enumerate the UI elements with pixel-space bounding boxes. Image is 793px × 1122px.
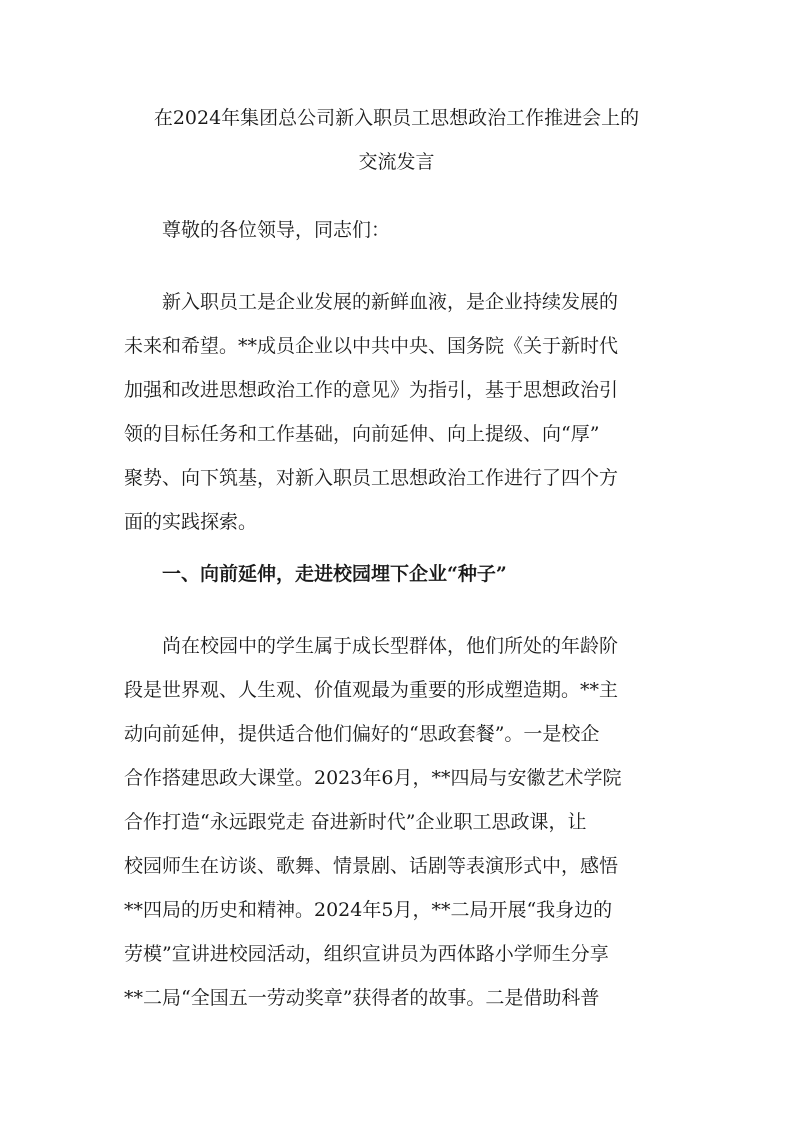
paragraph-line: 面的实践探索。 — [124, 511, 258, 533]
section1-paragraph — [124, 624, 679, 1020]
document-title — [100, 96, 693, 184]
section-heading: 一、向前延伸，走进校园埋下企业“种子” — [162, 563, 507, 585]
paragraph-line: 未来和希望。**成员企业以中共中央、国务院《关于新时代 — [124, 335, 619, 357]
salutation: 尊敬的各位领导，同志们： — [162, 219, 391, 241]
paragraph-line: 劳模”宣讲进校园活动，组织宣讲员为西体路小学师生分享 — [124, 943, 609, 965]
paragraph-line: **四局的历史和精神。2024年5月，**二局开展“我身边的 — [124, 899, 613, 921]
paragraph-line: 聚势、向下筑基，对新入职员工思想政治工作进行了四个方 — [124, 467, 619, 489]
paragraph-line: 合作打造“永远跟党走 奋进新时代”企业职工思政课，让 — [124, 811, 587, 833]
intro-paragraph — [124, 280, 679, 544]
paragraph-line: 段是世界观、人生观、价值观最为重要的形成塑造期。**主 — [124, 679, 619, 701]
paragraph-line: 尚在校园中的学生属于成长型群体，他们所处的年龄阶 — [162, 635, 619, 657]
title-line: 交流发言 — [358, 151, 435, 173]
paragraph-line: 合作搭建思政大课堂。2023年6月，**四局与安徽艺术学院 — [124, 767, 622, 789]
paragraph-line: 加强和改进思想政治工作的意见》为指引，基于思想政治引 — [124, 379, 619, 401]
paragraph-line: **二局“全国五一劳动奖章”获得者的故事。二是借助科普 — [124, 987, 600, 1009]
paragraph-line: 校园师生在访谈、歌舞、情景剧、话剧等表演形式中，感悟 — [124, 855, 619, 877]
paragraph-line: 新入职员工是企业发展的新鲜血液，是企业持续发展的 — [162, 291, 619, 313]
title-line: 在2024年集团总公司新入职员工思想政治工作推进会上的 — [153, 107, 640, 129]
paragraph-line: 动向前延伸，提供适合他们偏好的“思政套餐”。一是校企 — [124, 723, 600, 745]
paragraph-line: 领的目标任务和工作基础，向前延伸、向上提级、向“厚” — [124, 423, 600, 445]
